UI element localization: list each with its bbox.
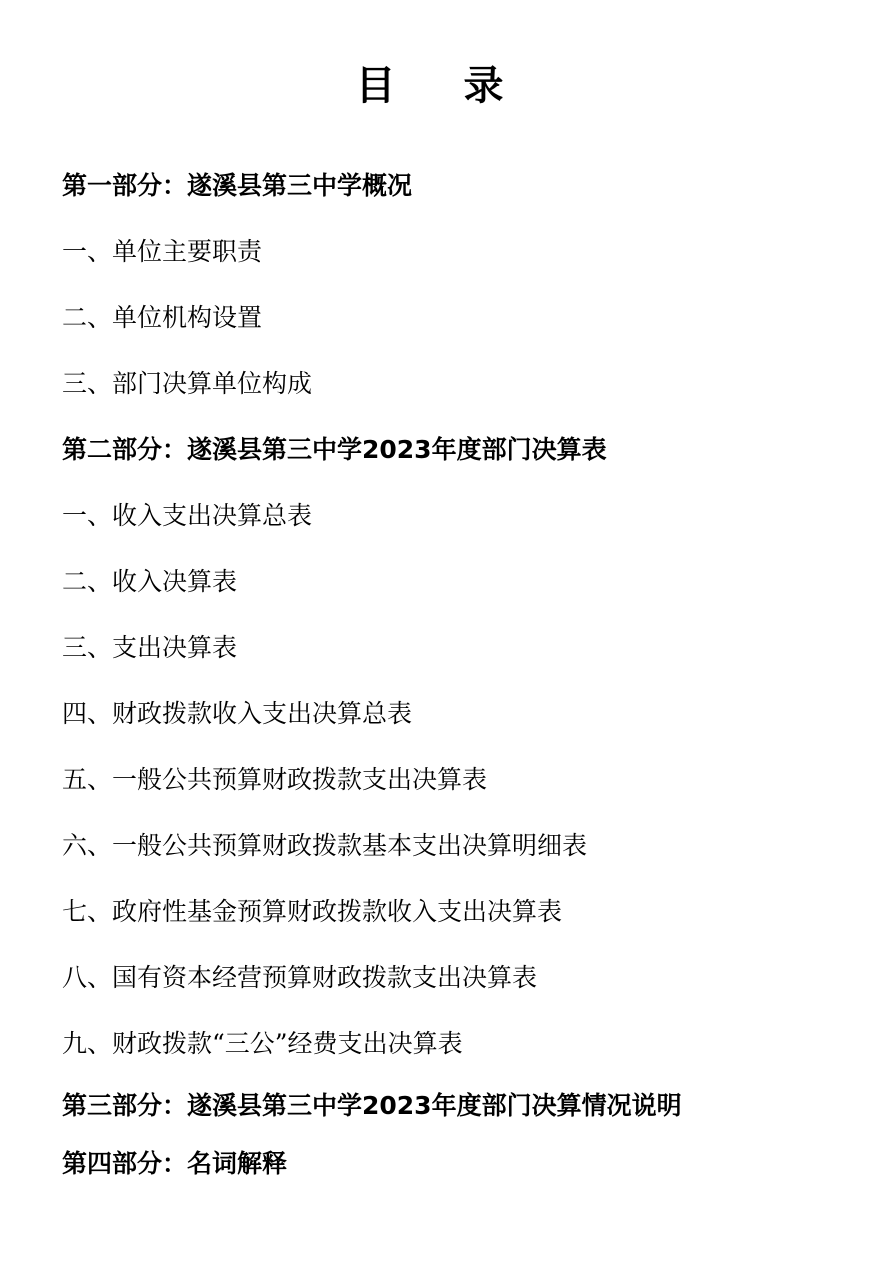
toc-list-item[interactable]: 一、收入支出决算总表 <box>62 500 313 530</box>
toc-part-heading[interactable]: 第三部分：遂溪县第三中学2023年度部门决算情况说明 <box>62 1090 682 1120</box>
toc-list-item[interactable]: 五、一般公共预算财政拨款支出决算表 <box>62 764 488 794</box>
toc-list-item[interactable]: 三、部门决算单位构成 <box>62 368 313 398</box>
toc-part-heading[interactable]: 第二部分：遂溪县第三中学2023年度部门决算表 <box>62 434 607 464</box>
toc-list-item[interactable]: 九、财政拨款“三公”经费支出决算表 <box>62 1028 463 1058</box>
toc-list-item[interactable]: 六、一般公共预算财政拨款基本支出决算明细表 <box>62 830 588 860</box>
toc-part-heading[interactable]: 第一部分：遂溪县第三中学概况 <box>62 170 413 200</box>
toc-list-item[interactable]: 八、国有资本经营预算财政拨款支出决算表 <box>62 962 538 992</box>
toc-list-item[interactable]: 二、收入决算表 <box>62 566 238 596</box>
toc-list-item[interactable]: 二、单位机构设置 <box>62 302 263 332</box>
page-title: 目 录 <box>355 62 518 109</box>
toc-list-item[interactable]: 四、财政拨款收入支出决算总表 <box>62 698 413 728</box>
toc-list-item[interactable]: 三、支出决算表 <box>62 632 238 662</box>
table-of-contents <box>62 152 811 1192</box>
toc-part-heading[interactable]: 第四部分：名词解释 <box>62 1148 288 1178</box>
toc-list-item[interactable]: 一、单位主要职责 <box>62 236 263 266</box>
toc-list-item[interactable]: 七、政府性基金预算财政拨款收入支出决算表 <box>62 896 563 926</box>
